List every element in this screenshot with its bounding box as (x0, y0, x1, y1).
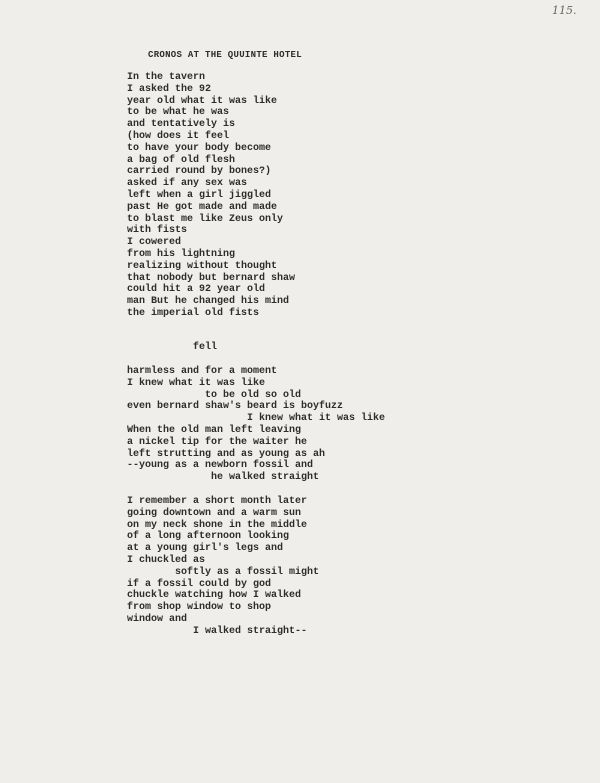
stanza-2 (127, 342, 217, 354)
poem-line: he walked straight (127, 472, 320, 484)
stanza-1 (127, 72, 295, 320)
poem-line: I cowered (127, 237, 182, 249)
stanza-4 (127, 496, 319, 638)
poem-line: a bag of old flesh (127, 154, 236, 166)
poem-line: on my neck shone in the middle (127, 519, 308, 531)
poem-line: if a fossil could by god (127, 578, 272, 590)
poem-line: a nickel tip for the waiter he (127, 436, 308, 448)
poem-line: past He got made and made (127, 201, 278, 213)
poem-line: I knew what it was like (127, 377, 266, 389)
poem-title: CRONOS AT THE QUUINTE HOTEL (148, 50, 302, 60)
poem-line: (how does it feel (127, 130, 230, 142)
poem-line: window and (127, 613, 188, 625)
poem-line: left strutting and as young as ah (127, 448, 326, 460)
poem-line: at a young girl's legs and (127, 543, 284, 555)
poem-line: I knew what it was like (127, 413, 386, 425)
poem-line: fell (127, 342, 218, 353)
poem-line: harmless and for a moment (127, 366, 278, 377)
poem-line: asked if any sex was (127, 178, 248, 190)
poem-line: to have your body become (127, 142, 272, 154)
poem-line: man But he changed his mind (127, 296, 290, 308)
poem-line: even bernard shaw's beard is boyfuzz (127, 401, 344, 413)
poem-line: going downtown and a warm sun (127, 507, 302, 519)
poem-line: to be what he was (127, 107, 230, 119)
poem-line: realizing without thought (127, 260, 278, 272)
poem-line: When the old man left leaving (127, 424, 302, 436)
poem-line: to blast me like Zeus only (127, 213, 284, 225)
poem-line: with fists (127, 225, 188, 237)
poem-line: the imperial old fists (127, 307, 260, 319)
poem-line: I chuckled as (127, 554, 206, 566)
poem-line: In the tavern (127, 72, 206, 83)
poem-line: of a long afternoon looking (127, 531, 290, 543)
poem-line: could hit a 92 year old (127, 284, 266, 296)
poem-line: I remember a short month later (127, 496, 308, 507)
poem-line: carried round by bones?) (127, 166, 272, 178)
poem-line: and tentatively is (127, 119, 236, 131)
poem-line: I asked the 92 (127, 83, 212, 95)
poem-line: year old what it was like (127, 95, 278, 107)
stanza-3 (127, 366, 385, 484)
poem-line: I walked straight-- (127, 625, 308, 637)
poem-line: softly as a fossil might (127, 566, 320, 578)
poem-line: from his lightning (127, 248, 236, 260)
poem-line: to be old so old (127, 389, 302, 401)
poem-line: chuckle watching how I walked (127, 590, 302, 602)
poem-line: that nobody but bernard shaw (127, 272, 296, 284)
page-number: 115. (552, 4, 577, 17)
poem-line: from shop window to shop (127, 602, 272, 614)
poem-line: --young as a newborn fossil and (127, 460, 314, 472)
poem-line: left when a girl jiggled (127, 189, 272, 201)
